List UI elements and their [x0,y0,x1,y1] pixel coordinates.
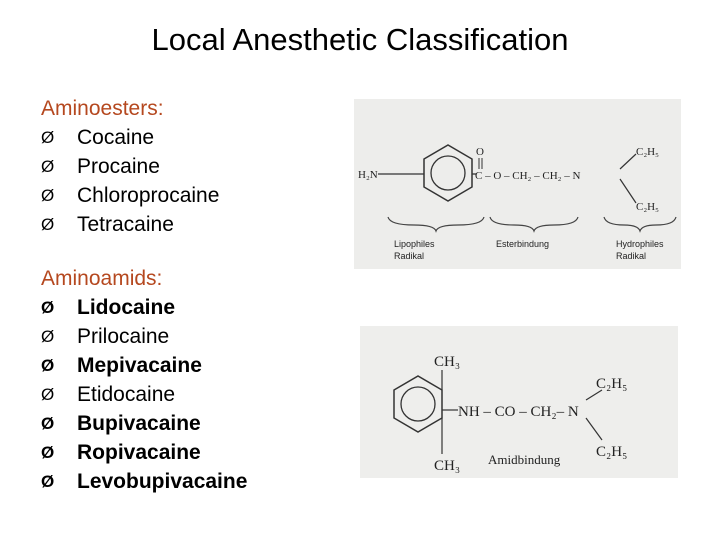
ester-bond-label: Esterbindung [496,239,550,249]
list-item-label: Bupivacaine [77,412,201,435]
list-item-label: Levobupivacaine [77,470,248,493]
list-item [41,351,247,380]
hydrophilic-label-2: Radikal [616,251,647,261]
aromatic-circle-icon [401,387,435,421]
list-item [41,380,247,409]
list-item [41,123,219,152]
list-item [41,409,247,438]
ethyl-bottom: C₂H₅ [596,444,628,460]
ethyl-bottom: C₂H₅ [636,201,659,213]
aminoesters-section [41,94,219,239]
list-item [41,293,247,322]
arrow-bullet-icon: Ø [41,414,55,433]
ethyl-top: C₂H₅ [636,146,659,158]
lipophilic-brace [388,217,484,231]
arrow-bullet-icon: Ø [41,385,55,404]
list-item-label: Chloroprocaine [77,184,220,207]
arrow-bullet-icon: Ø [41,157,55,176]
arrow-bullet-icon: Ø [41,128,55,147]
amine-group: H₂N [358,169,378,181]
list-item-label: Mepivacaine [77,354,202,377]
bond-line [620,154,636,169]
amide-structure-diagram [360,326,678,478]
methyl-top: CH₃ [434,354,461,370]
list-item [41,438,247,467]
slide-title: Local Anesthetic Classification [151,22,569,57]
ester-brace [490,217,578,231]
aminoamids-section [41,264,247,496]
ester-structure-image [354,99,681,269]
amide-bond-label: Amidbindung [488,452,561,467]
aminoesters-heading: Aminoesters: [41,97,164,120]
list-item-label: Etidocaine [77,383,176,406]
list-item [41,467,247,496]
list-item-label: Procaine [77,155,160,178]
list-item-label: Cocaine [77,126,155,149]
ester-chain: C – O – CH₂ – CH₂ – N [475,170,581,182]
carbonyl-oxygen: O [476,146,484,158]
lipophilic-label-2: Radikal [394,251,425,261]
arrow-bullet-icon: Ø [41,356,55,375]
aromatic-circle-icon [431,156,465,190]
list-item [41,322,247,351]
ethyl-top: C₂H₅ [596,376,628,392]
list-item-label: Ropivacaine [77,441,201,464]
arrow-bullet-icon: Ø [41,186,55,205]
list-item-label: Lidocaine [77,296,176,319]
ester-structure-diagram [354,99,681,269]
arrow-bullet-icon: Ø [41,443,55,462]
methyl-bottom: CH₃ [434,458,461,474]
list-item-label: Tetracaine [77,213,174,236]
list-item [41,181,219,210]
lipophilic-label-1: Lipophiles [394,239,435,249]
arrow-bullet-icon: Ø [41,472,55,491]
arrow-bullet-icon: Ø [41,298,55,317]
arrow-bullet-icon: Ø [41,327,55,346]
arrow-bullet-icon: Ø [41,215,55,234]
hydrophilic-brace [604,217,676,231]
bond-line [620,179,636,203]
list-item-label: Prilocaine [77,325,170,348]
aminoamids-heading: Aminoamids: [41,267,163,290]
list-item [41,152,219,181]
list-item [41,210,219,239]
amide-structure-image [360,326,678,478]
amide-chain: NH – CO – CH₂– N [458,404,579,420]
bond-line [586,418,602,440]
bond-line [586,390,602,400]
hydrophilic-label-1: Hydrophiles [616,239,664,249]
